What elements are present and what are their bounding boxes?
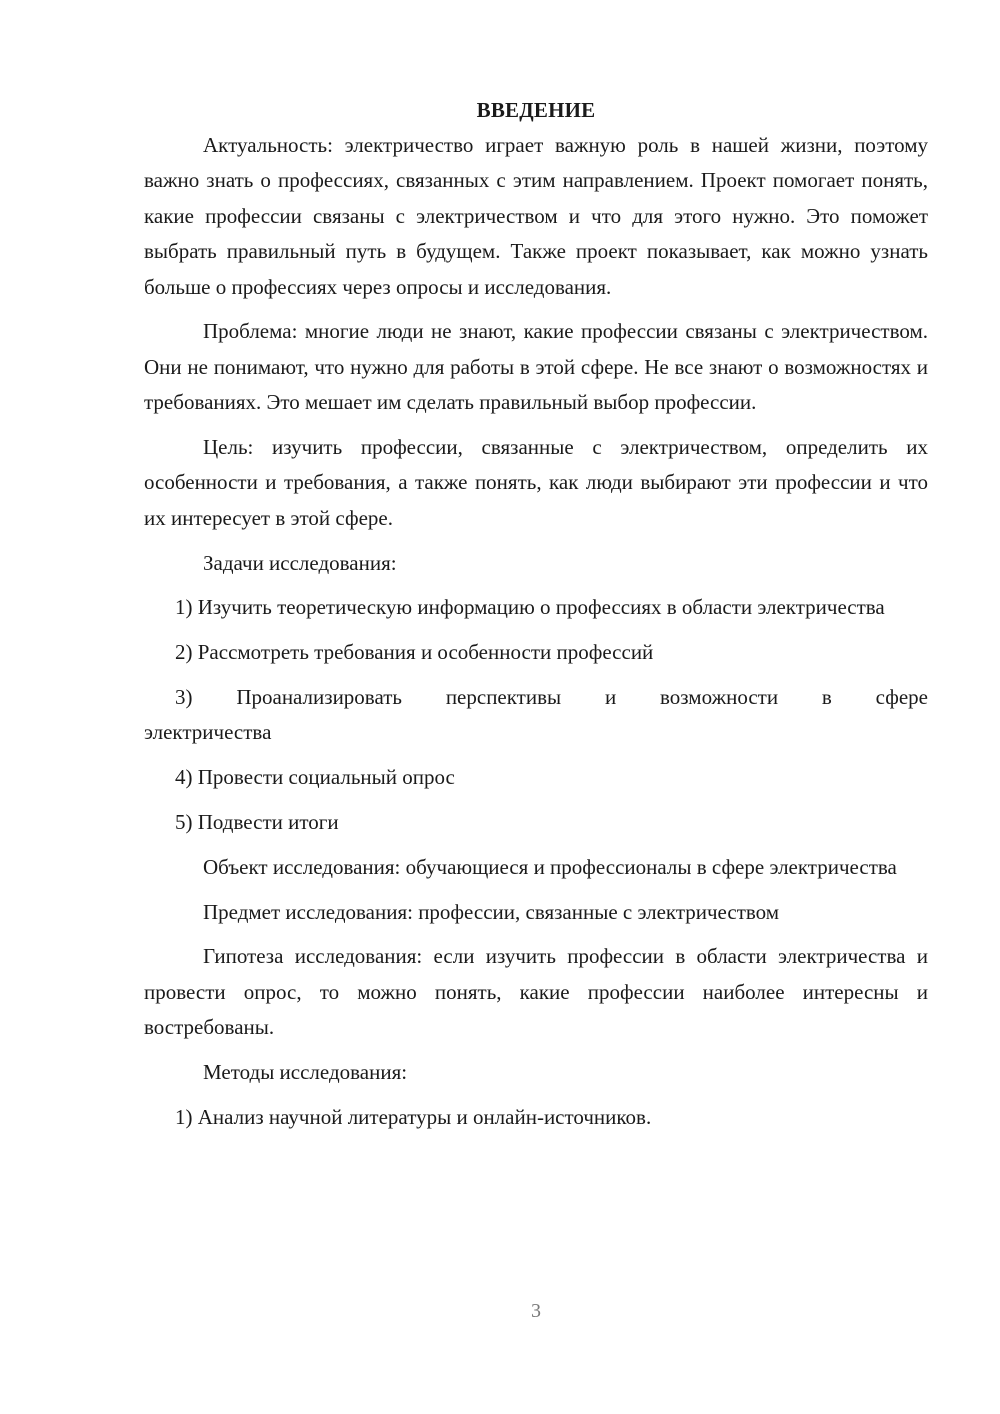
task-item-3-word: перспективы	[445, 685, 562, 710]
subject-paragraph: Предмет исследования: профессии, связанные с электричеством	[203, 899, 780, 924]
problem-paragraph: Проблема: многие люди не знают, какие профессии связаны с электричеством. Они не понимают, что нужно для работы в этой сфере. Не все знают о возможностях и требованиях. Это мешает им сделать правильный выбор профессии.	[144, 319, 928, 415]
object-paragraph: Объект исследования: обучающиеся и профессионалы в сфере электричества	[203, 854, 897, 879]
methods-heading: Методы исследования:	[203, 1060, 408, 1085]
task-item-3-word: Проанализировать	[236, 685, 402, 710]
task-item-3-word: возможности	[660, 685, 779, 710]
task-item-3-word: в	[821, 685, 832, 710]
task-item-3-word: сфере	[875, 685, 928, 710]
task-item-5: 5) Подвести итоги	[175, 810, 339, 835]
method-item-1: 1) Анализ научной литературы и онлайн-источников.	[175, 1104, 652, 1129]
tasks-heading: Задачи исследования:	[203, 550, 397, 575]
task-item-2: 2) Рассмотреть требования и особенности профессий	[175, 640, 654, 665]
relevance-paragraph: Актуальность: электричество играет важную роль в нашей жизни, поэтому важно знать о профессиях, связанных с этим направлением. Проект помогает понять, какие профессии связаны с электричеством и что для этого нужно. Это поможет выбрать правильный путь в будущем. Также проект показывает, как можно узнать больше о профессиях через опросы и исследования.	[144, 133, 928, 299]
task-item-3	[144, 680, 928, 751]
section-title: ВВЕДЕНИЕ	[476, 98, 596, 122]
task-item-3-continuation: электричества	[144, 720, 272, 745]
task-item-4: 4) Провести социальный опрос	[175, 765, 455, 790]
task-item-3-first-line	[144, 680, 928, 715]
task-item-3-word: и	[604, 685, 617, 710]
task-item-3-word: 3)	[175, 685, 193, 710]
page-number: 3	[531, 1300, 541, 1322]
document-page	[144, 92, 928, 1135]
goal-paragraph: Цель: изучить профессии, связанные с электричеством, определить их особенности и требования, а также понять, как люди выбирают эти профессии и что их интересует в этой сфере.	[144, 435, 928, 530]
hypothesis-paragraph: Гипотеза исследования: если изучить профессии в области электричества и провести опрос, то можно понять, какие профессии наиболее интересны и востребованы.	[144, 944, 928, 1040]
task-item-1: 1) Изучить теоретическую информацию о профессиях в области электричества	[175, 595, 885, 620]
